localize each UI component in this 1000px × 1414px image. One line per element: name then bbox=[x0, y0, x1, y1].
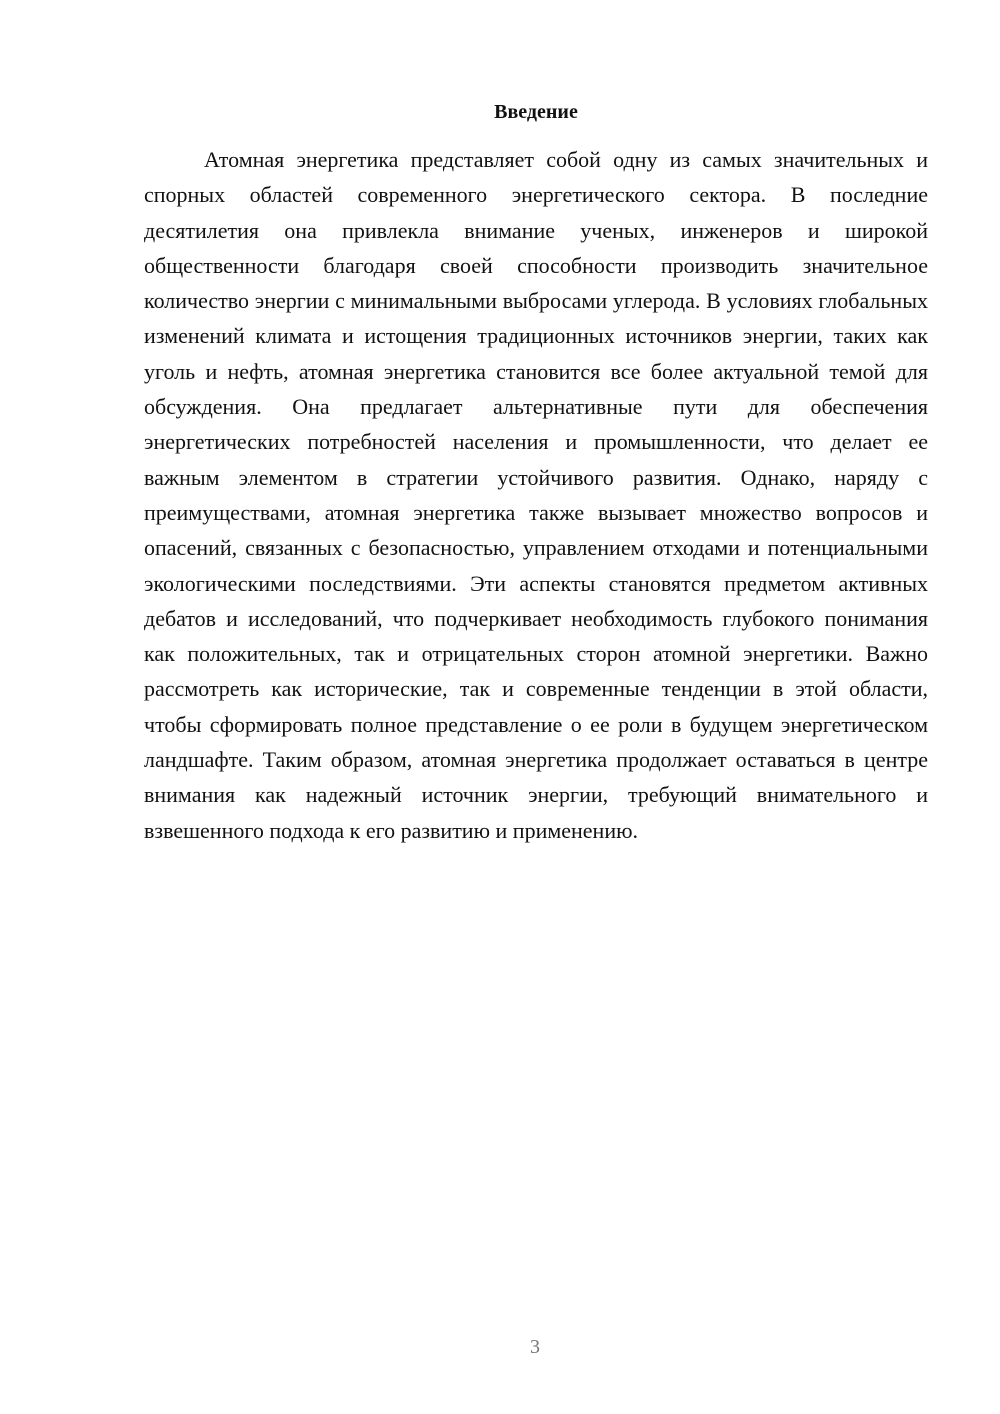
page-title: Введение bbox=[494, 101, 578, 123]
page-number: 3 bbox=[530, 1336, 540, 1358]
body-paragraph: Атомная энергетика представляет собой одну из самых значительных и спорных областей современного энергетического сектора. В последние десятилетия она привлекла внимание ученых, инженеров и широкой общественности благодаря своей способности производить значительное количество энергии с минимальными выбросами углерода. В условиях глобальных изменений климата и истощения традиционных источников энергии, таких как уголь и нефть, атомная энергетика становится все более актуальной темой для обсуждения. Она предлагает альтернативные пути для обеспечения энергетических потребностей населения и промышленности, что делает ее важным элементом в стратегии устойчивого развития. Однако, наряду с преимуществами, атомная энергетика также вызывает множество вопросов и опасений, связанных с безопасностью, управлением отходами и потенциальными экологическими последствиями. Эти аспекты становятся предметом активных дебатов и исследований, что подчеркивает необходимость глубокого понимания как положительных, так и отрицательных сторон атомной энергетики. Важно рассмотреть как исторические, так и современные тенденции в этой области, чтобы сформировать полное представление о ее роли в будущем энергетическом ландшафте. Таким образом, атомная энергетика продолжает оставаться в центре внимания как надежный источник энергии, требующий внимательного и взвешенного подхода к его развитию и применению. bbox=[144, 147, 928, 843]
